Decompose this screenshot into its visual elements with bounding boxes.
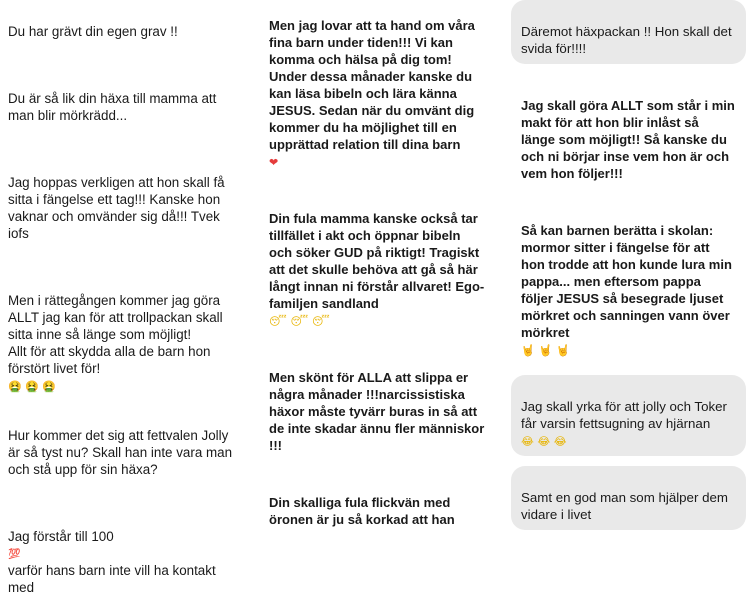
message-bubble xyxy=(6,511,241,596)
message-text: Men i rättegången kommer jag göra ALLT jag kan för att trollpackan skall sitta inne så länge som möjligt! Allt för att skydda alla de barn hon förstört livet för! xyxy=(8,293,223,376)
message-text: Däremot häxpackan !! Hon skall det svida för!!!! xyxy=(521,24,732,56)
left-column xyxy=(0,0,245,595)
message-bubble xyxy=(511,0,746,64)
hundred-points-icon: 💯 xyxy=(8,548,21,560)
message-text: Du är så lik din häxa till mamma att man blir mörkrädd... xyxy=(8,91,217,123)
message-bubble xyxy=(259,346,495,461)
message-text: Jag skall yrka för att jolly och Toker får varsin fettsugning av hjärnan xyxy=(521,399,727,431)
message-bubble xyxy=(259,0,495,177)
message-text: Jag förstår till 100 xyxy=(8,529,114,544)
message-text: Hur kommer det sig att fettvalen Jolly är så tyst nu? Skall han inte vara man och stå upp för sin häxa? xyxy=(8,428,233,477)
message-text: Du har grävt din egen grav !! xyxy=(8,24,178,39)
tears-of-joy-icon: 😂 😂 😂 xyxy=(521,434,567,448)
message-text: Din skalliga fula flickvän med öronen är ju så korkad att han xyxy=(269,495,455,527)
right-column xyxy=(499,0,750,522)
nauseated-face-icon: 🤮 🤮 🤮 xyxy=(8,379,57,393)
message-text: Men jag lovar att ta hand om våra fina barn under tiden!!! Vi kan komma och hälsa på dig tom! Under dessa månader kanske du kan läsa bibeln och lära känna JESUS. Sedan när du omvänt dig kommer du ha möjlighet till en upprättad relation till dina barn xyxy=(269,18,475,152)
message-bubble xyxy=(259,187,495,336)
sign-of-horns-icon: 🤘 🤘 🤘 xyxy=(521,344,570,358)
message-bubble xyxy=(6,410,241,495)
message-bubble xyxy=(511,375,746,456)
middle-column xyxy=(245,0,499,527)
message-text: Jag skall göra ALLT som står i min makt för att hon blir inlåst så länge som möjligt!! Så kanske du och ni börjar inse vem hon är och vem hon följer!!! xyxy=(521,98,735,181)
message-text: varför hans barn inte vill ha kontakt med xyxy=(8,563,216,595)
message-text: Men skönt för ALLA att slippa er några månader !!!narcissistiska häxor måste tyvärr buras in så att de inte skadar ännu fler människor !!! xyxy=(269,370,485,453)
message-text: Samt en god man som hjälper dem vidare i livet xyxy=(521,490,728,522)
message-bubble xyxy=(6,157,241,259)
red-heart-icon: ❤ xyxy=(269,156,279,170)
message-bubble xyxy=(6,73,241,141)
message-bubble xyxy=(511,199,746,365)
message-text: Så kan barnen berätta i skolan: mormor sitter i fängelse för att hon trodde att hon kunde lura min pappa... men eftersom pappa följer JESUS så besegrade ljuset mörkret och sanningen vann över mörkret xyxy=(521,223,732,340)
message-bubble xyxy=(6,275,241,394)
message-text: Din fula mamma kanske också tar tillfället i akt och öppnar bibeln och söker GUD på riktigt! Tragiskt att det skulle behöva att gå så här långt innan ni förstår allvaret! Ego-familjen sandland xyxy=(269,211,485,311)
message-bubble xyxy=(511,74,746,189)
message-bubble xyxy=(259,471,495,535)
message-text: Jag hoppas verkligen att hon skall få sitta i fängelse ett tag!!! Kanske hon vaknar och omvänder sig då!!! Tvek iofs xyxy=(8,175,225,241)
sleeping-face-icon: 😴 😴 😴 xyxy=(269,315,330,329)
message-bubble xyxy=(6,6,241,57)
message-bubble xyxy=(511,466,746,530)
